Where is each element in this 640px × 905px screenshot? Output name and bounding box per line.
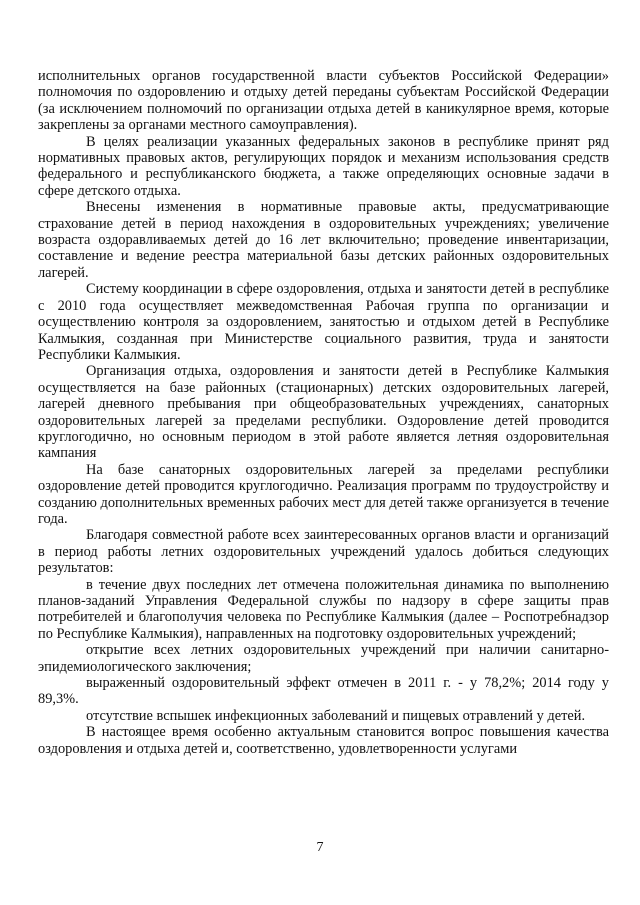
paragraph-4: Систему координации в сфере оздоровления, отдыха и занятости детей в республике с 2010 года осуществляет межведомственная Рабочая группа по организации и осуществлению контроля за оздоровлением, занятостью и отдыхом детей в Республике Калмыкия, созданная при Министерстве социального развития, труда и занятости Республики Калмыкия. [38, 281, 609, 363]
list-item-2: открытие всех летних оздоровительных учреждений при наличии санитарно-эпидемиологического заключения; [38, 642, 609, 675]
paragraph-3: Внесены изменения в нормативные правовые акты, предусматривающие страхование детей в период нахождения в оздоровительных учреждениях; увеличение возраста оздоравливаемых детей до 16 лет включительно; проведение инвентаризации, составление и ведение реестра материальной базы детских районных оздоровительных лагерей. [38, 199, 609, 281]
paragraph-2: В целях реализации указанных федеральных законов в республике принят ряд нормативных правовых актов, регулирующих порядок и механизм использования средств федерального и республиканского бюджета, а также определяющих основные задачи в сфере детского отдыха. [38, 133, 609, 199]
paragraph-1: исполнительных органов государственной власти субъектов Российской Федерации» полномочия по оздоровлению и отдыху детей переданы субъектам Российской Федерации (за исключением полномочий по организации отдыха детей в каникулярное время, которые закреплены за органами местного самоуправления). [38, 68, 609, 134]
paragraph-8: В настоящее время особенно актуальным становится вопрос повышения качества оздоровления и отдыха детей и, соответственно, удовлетворенности услугами [38, 724, 609, 757]
page-number: 7 [316, 840, 324, 855]
document-body [38, 68, 609, 757]
paragraph-7: Благодаря совместной работе всех заинтересованных органов власти и организаций в период работы летних оздоровительных учреждений удалось добиться следующих результатов: [38, 527, 609, 577]
list-item-1: в течение двух последних лет отмечена положительная динамика по выполнению планов-заданий Управления Федеральной службы по надзору в сфере защиты прав потребителей и благополучия человека по Республике Калмыкия (далее – Роспотребнадзор по Республике Калмыкия), направленных на подготовку оздоровительных учреждений; [38, 576, 609, 642]
list-item-3: выраженный оздоровительный эффект отмечен в 2011 г. - у 78,2%; 2014 году у 89,3%. [38, 675, 609, 708]
paragraph-5: Организация отдыха, оздоровления и занятости детей в Республике Калмыкия осуществляется на базе районных (стационарных) детских оздоровительных лагерей, лагерей дневного пребывания при общеобразовательных учреждениях, санаторных оздоровительных лагерей за пределами республики. Оздоровление детей проводится круглогодично, но основным периодом в этой работе является летняя оздоровительная кампания [38, 363, 609, 462]
paragraph-6: На базе санаторных оздоровительных лагерей за пределами республики оздоровление детей проводится круглогодично. Реализация программ по трудоустройству и созданию дополнительных временных рабочих мест для детей также организуется в течение года. [38, 461, 609, 527]
list-item-4: отсутствие вспышек инфекционных заболеваний и пищевых отравлений у детей. [86, 707, 586, 724]
